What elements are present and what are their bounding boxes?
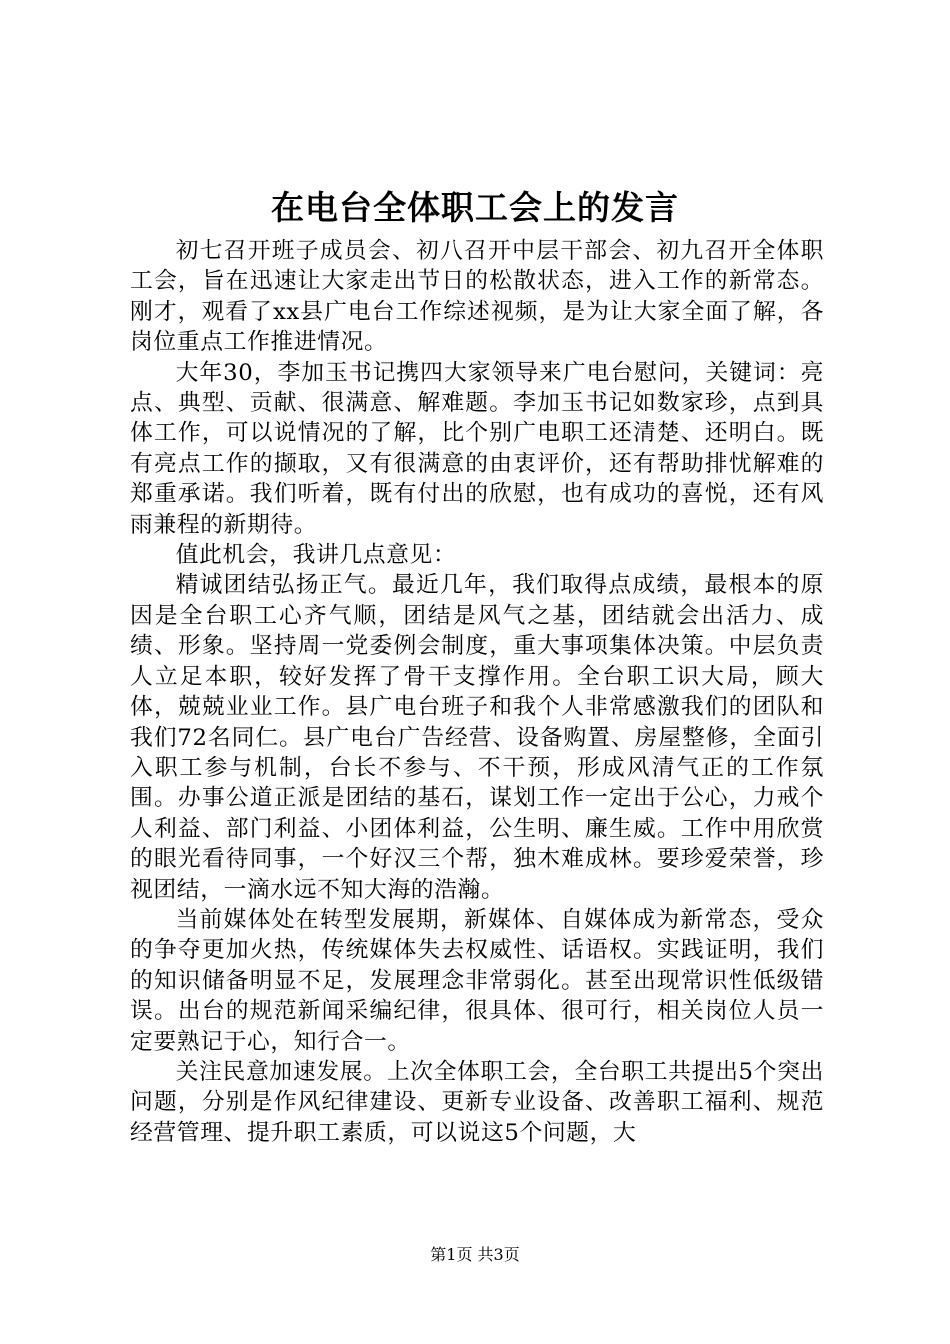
paragraph: 精诚团结弘扬正气。最近几年，我们取得点成绩，最根本的原因是全台职工心齐气顺，团结是风气之基，团结就会出活力、成绩、形象。坚持周一党委例会制度，重大事项集体决策。中层负责人立足本职，较好发挥了骨干支撑作用。全台职工识大局，顾大体，兢兢业业工作。县广电台班子和我个人非常感激我们的团队和我们72名同仁。县广电台广告经营、设备购置、房屋整修，全面引入职工参与机制，台长不参与、不干预，形成风清气正的工作氛围。办事公道正派是团结的基石，谋划工作一定出于公心，力戒个人利益、部门利益、小团体利益，公生明、廉生威。工作中用欣赏的眼光看待同事，一个好汉三个帮，独木难成林。要珍爱荣誉，珍视团结，一滴水远不知大海的浩瀚。 [130, 572, 824, 903]
paragraph: 值此机会，我讲几点意见： [175, 542, 457, 569]
document-title: 在电台全体职工会上的发言 [271, 188, 679, 227]
paragraph: 大年30，李加玉书记携四大家领导来广电台慰问，关键词：亮点、典型、贡献、很满意、解难题。李加玉书记如数家珍，点到具体工作，可以说情况的了解，比个别广电职工还清楚、还明白。既有亮点工作的撷取，又有很满意的由衷评价，还有帮助排忧解难的郑重承诺。我们听着，既有付出的欣慰，也有成功的喜悦，还有风雨兼程的新期待。 [130, 359, 824, 538]
page-number-footer: 第1页 共3页 [430, 1245, 520, 1264]
paragraph: 关注民意加速发展。上次全体职工会，全台职工共提出5个突出问题，分别是作风纪律建设、更新专业设备、改善职工福利、规范经营管理、提升职工素质，可以说这5个问题，大 [130, 1058, 824, 1146]
document-body [130, 236, 824, 1148]
paragraph: 当前媒体处在转型发展期，新媒体、自媒体成为新常态，受众的争夺更加火热，传统媒体失去权威性、话语权。实践证明，我们的知识储备明显不足，发展理念非常弱化。甚至出现常识性低级错误。出台的规范新闻采编纪律，很具体、很可行，相关岗位人员一定要熟记于心，知行合一。 [130, 906, 824, 1055]
paragraph: 初七召开班子成员会、初八召开中层干部会、初九召开全体职工会，旨在迅速让大家走出节日的松散状态，进入工作的新常态。刚才，观看了xx县广电台工作综述视频，是为让大家全面了解，各岗位重点工作推进情况。 [130, 238, 824, 356]
